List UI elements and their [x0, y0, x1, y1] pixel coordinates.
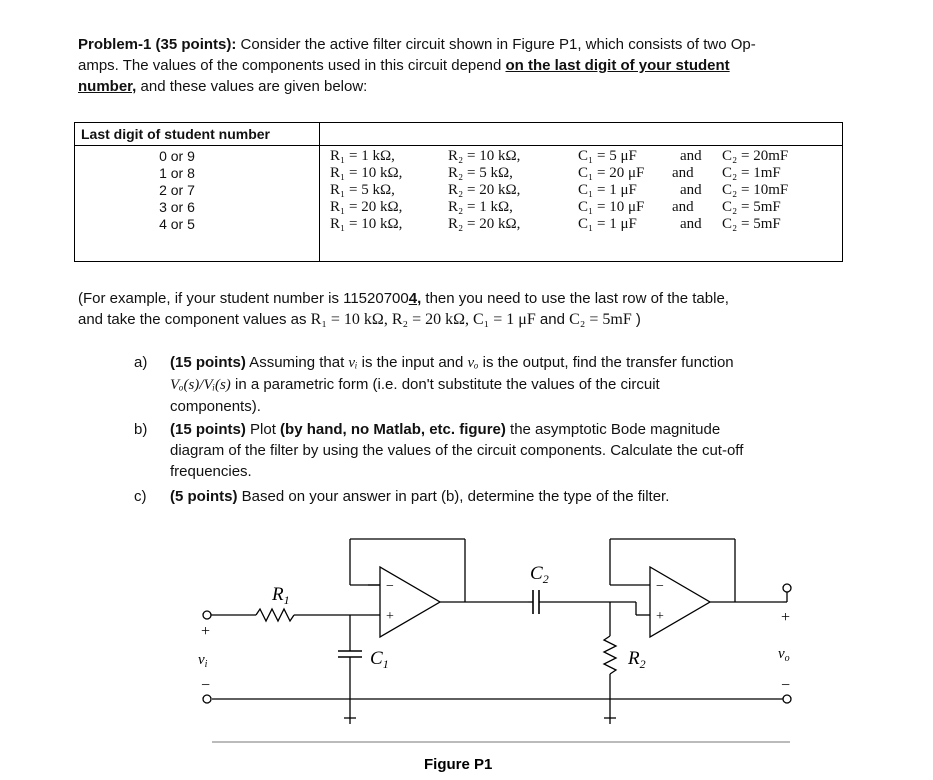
- question-c: (5 points) Based on your answer in part (b), determine the type of the filter.: [170, 488, 670, 505]
- opamp2-plus-sign: +: [656, 609, 664, 624]
- table-row: R₁ = 10 kΩ, R₂ = 20 kΩ, C₁ = 1 μF and C₂ = 5mF: [330, 216, 781, 232]
- table-row-digit: 1 or 8: [159, 165, 195, 181]
- table-row-digit: 3 or 6: [159, 199, 195, 215]
- example-paragraph: (For example, if your student number is 115207004, then you need to use the last row of the table, and take the component values as R₁ = 10 kΩ, R₂ = 20 kΩ, C₁ = 1 μF and C₂ = 5mF ): [78, 290, 729, 328]
- table-row: R₁ = 5 kΩ, R₂ = 20 kΩ, C₁ = 1 μF and C₂ = 10mF: [330, 182, 789, 198]
- table-row: R₁ = 1 kΩ, R₂ = 10 kΩ, C₁ = 5 μF and C₂ = 20mF: [330, 148, 789, 164]
- table-row: R₁ = 10 kΩ, R₂ = 5 kΩ, C₁ = 20 μF and C₂ = 1mF: [330, 165, 781, 181]
- opamp-1: [380, 567, 440, 637]
- table-header: Last digit of student number: [75, 123, 320, 146]
- input-terminal-plus: [203, 611, 211, 619]
- output-plus-sign: +: [781, 609, 791, 626]
- question-c-label: c): [134, 488, 147, 505]
- input-plus-sign: +: [201, 623, 211, 640]
- output-terminal-plus: [783, 584, 791, 592]
- output-minus-sign: −: [781, 677, 791, 694]
- r2-resistor: [604, 636, 616, 674]
- question-b-label: b): [134, 421, 148, 438]
- problem-intro: Problem-1 (35 points): Consider the active filter circuit shown in Figure P1, which consists of two Op- amps. The values of the components used in this circuit depend on the last digit of your student number, and these values are given below:: [78, 36, 756, 95]
- question-b: (15 points) Plot (by hand, no Matlab, etc. figure) the asymptotic Bode magnitude diagram of the filter by using the values of the circuit components. Calculate the cut-off frequencies.: [170, 421, 744, 480]
- opamp-2: [650, 567, 710, 637]
- question-a-label: a): [134, 354, 148, 371]
- figure-caption: Figure P1: [424, 756, 493, 773]
- r2-label: $R_2$: [628, 648, 646, 671]
- r1-label: $R_1$: [272, 584, 290, 607]
- c2-label: $C_2$: [530, 563, 549, 586]
- input-minus-sign: −: [201, 677, 211, 694]
- table-row: R₁ = 20 kΩ, R₂ = 1 kΩ, C₁ = 10 μF and C₂ = 5mF: [330, 199, 781, 215]
- opamp1-plus-sign: +: [386, 609, 394, 624]
- opamp2-minus-sign: −: [656, 579, 664, 594]
- table-row-digit: 4 or 5: [159, 216, 195, 232]
- r1-resistor: [256, 609, 294, 621]
- vo-label: $v_o$: [778, 646, 790, 664]
- c1-label: $C_1$: [370, 648, 389, 671]
- table-row-digit: 0 or 9: [159, 148, 195, 164]
- input-terminal-minus: [203, 695, 211, 703]
- question-a: (15 points) Assuming that vᵢ is the input and vₒ is the output, find the transfer function Vₒ(s)/Vᵢ(s) in a parametric form (i.e. don't substitute the values of the circuit components).: [170, 354, 734, 415]
- output-terminal-minus: [783, 695, 791, 703]
- opamp1-minus-sign: −: [386, 579, 394, 594]
- table-row-digit: 2 or 7: [159, 182, 195, 198]
- problem-title: Problem-1 (35 points):: [78, 36, 237, 53]
- vi-label: $v_i$: [198, 652, 208, 670]
